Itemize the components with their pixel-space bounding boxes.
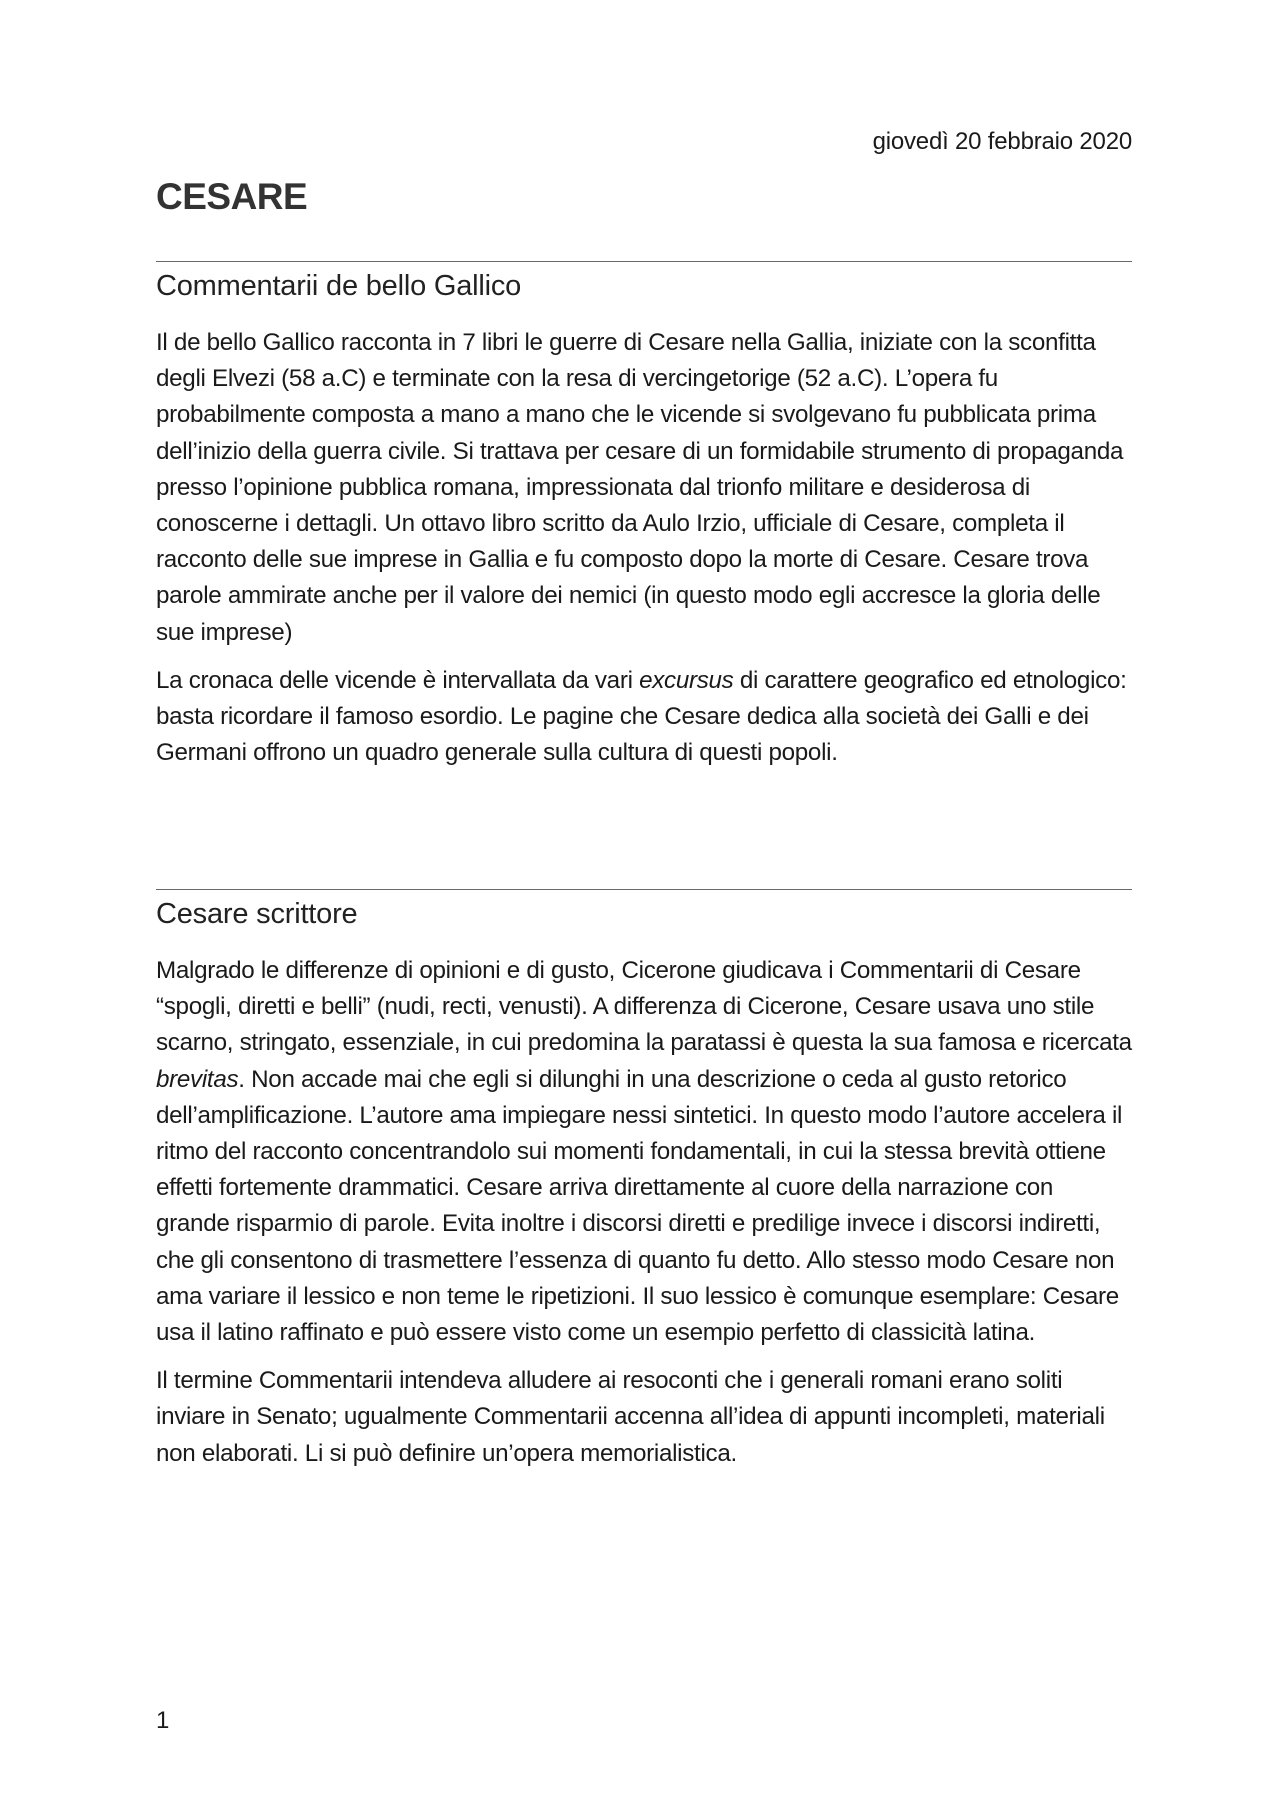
section-commentarii-de-bello-gallico [156,261,1132,771]
paragraph-text: Malgrado le differenze di opinioni e di gusto, Cicerone giudicava i Commentarii di Cesare “spogli, diretti e belli” (nudi, recti, venusti). A differenza di Cicerone, Cesare usava uno stile scarno, stringato, essenziale, in cui predomina la paratassi è questa la sua famosa e ricercata [156,957,1132,1057]
paragraph-text: La cronaca delle vicende è intervallata da vari [156,666,640,694]
paragraph-text: di carattere geografico ed etnologico: basta ricordare il famoso esordio. Le pagine che Cesare dedica alla società dei Galli e dei Germani offrono un quadro generale sulla cultura di questi popoli. [156,666,1127,767]
section-divider [156,889,1132,890]
paragraph: Il de bello Gallico racconta in 7 libri le guerre di Cesare nella Gallia, iniziate con la sconfitta degli Elvezi (58 a.C) e terminate con la resa di vercingetorige (52 a.C). L’opera fu probabilmente composta a mano a mano che le vicende si svolgevano fu pubblicata prima dell’inizio della guerra civile. Si trattava per cesare di un formidabile strumento di propaganda presso l’opinione pubblica romana, impressionata dal trionfo militare e desiderosa di conoscerne i dettagli. Un ottavo libro scritto da Aulo Irzio, ufficiale di Cesare, completa il racconto delle sue imprese in Gallia e fu composto dopo la morte di Cesare. Cesare trova parole ammirate anche per il valore dei nemici (in questo modo egli accresce la gloria delle sue imprese) [156,329,1124,646]
section-cesare-scrittore [156,889,1132,1472]
section-heading: Cesare scrittore [156,898,358,930]
section-divider [156,261,1132,262]
document-title: CESARE [156,176,308,217]
paragraph [156,953,1132,1351]
document-date: giovedì 20 febbraio 2020 [872,128,1132,155]
paragraph: Il termine Commentarii intendeva alludere ai resoconti che i generali romani erano soliti inviare in Senato; ugualmente Commentarii accenna all’idea di appunti incompleti, materiali non elaborati. Li si può definire un’opera memorialistica. [156,1367,1105,1467]
paragraph [156,663,1132,772]
page-number: 1 [156,1707,170,1734]
italic-term-brevitas: brevitas [156,1065,239,1093]
italic-term-excursus: excursus [639,666,734,694]
paragraph-text: . Non accade mai che egli si dilunghi in una descrizione o ceda al gusto retorico dell’amplificazione. L’autore ama impiegare nessi sintetici. In questo modo l’autore accelera il ritmo del racconto concentrandolo sui momenti fondamentali, in cui la stessa brevità ottiene effetti fortemente drammatici. Cesare arriva direttamente al cuore della narrazione con grande risparmio di parole. Evita inoltre i discorsi diretti e predilige invece i discorsi indiretti, che gli consentono di trasmettere l’essenza di quanto fu detto. Allo stesso modo Cesare non ama variare il lessico e non teme le ripetizioni. Il suo lessico è comunque esemplare: Cesare usa il latino raffinato e può essere visto come un esempio perfetto di classicità latina. [156,1065,1123,1347]
section-heading: Commentarii de bello Gallico [156,270,522,302]
